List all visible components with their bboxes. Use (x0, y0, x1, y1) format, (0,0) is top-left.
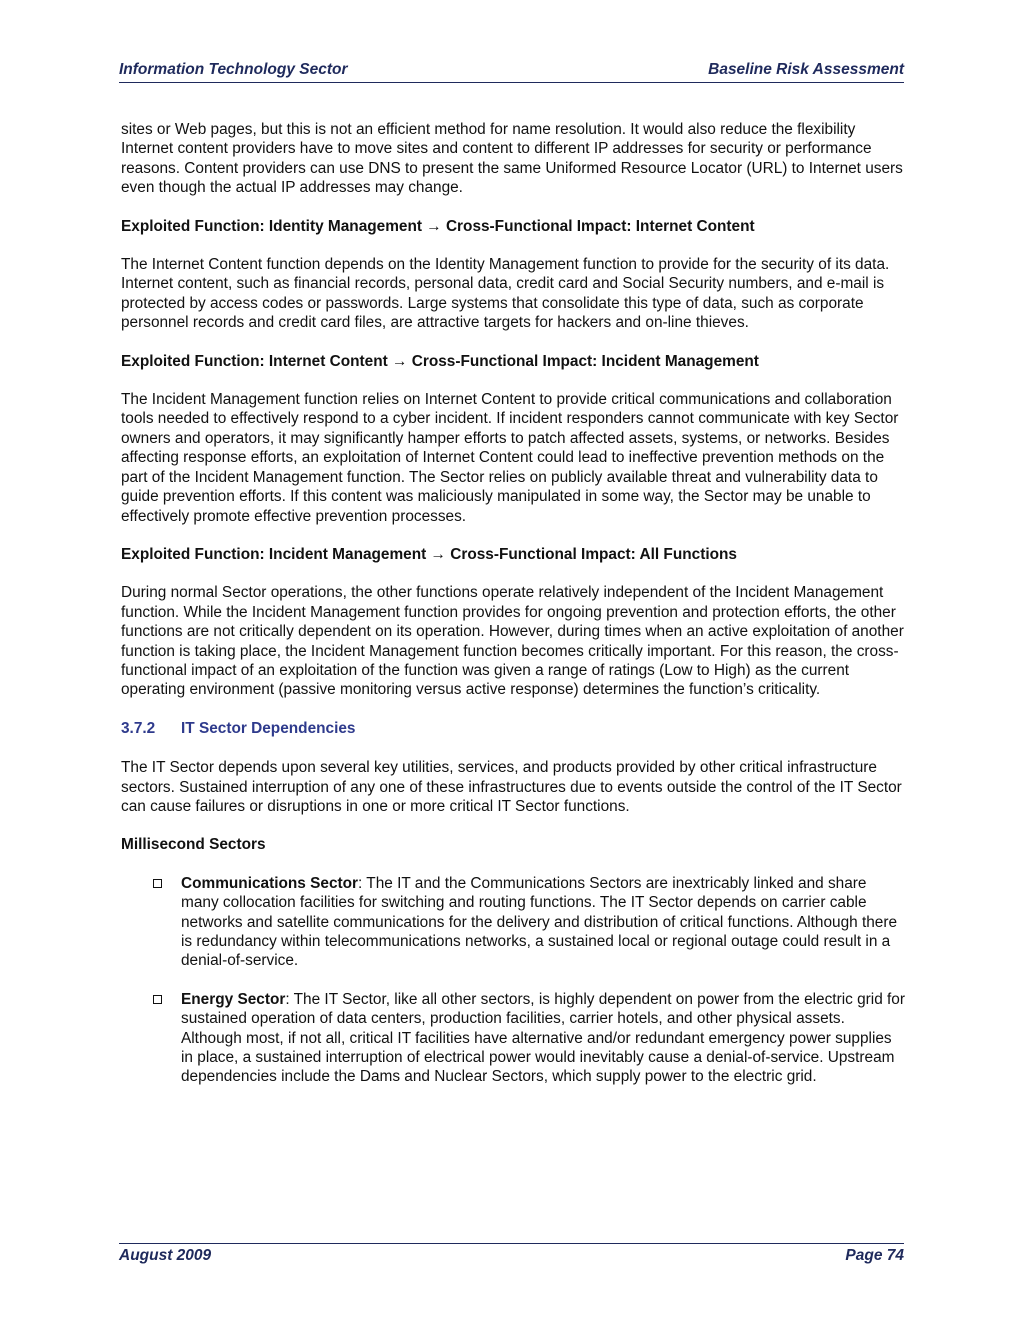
function-heading-to: Cross-Functional Impact: All Functions (450, 545, 737, 563)
page-header (119, 60, 904, 83)
footer-page-number: Page 74 (845, 1247, 904, 1264)
section-paragraph: The IT Sector depends upon several key utilities, services, and products provided by other critical infrastructure sectors. Sustained interruption of any one of these infrastructures due to events outside the control of the IT Sector can cause failures or disruptions in one or more critical IT Sector functions. (121, 759, 902, 815)
header-right-title: Baseline Risk Assessment (708, 61, 904, 78)
function-heading-2 (121, 352, 906, 371)
function-heading-from: Exploited Function: Identity Management (121, 217, 422, 235)
bullet-label: Communications Sector (181, 874, 359, 892)
bullet-item-energy (121, 990, 906, 1087)
arrow-right-icon: → (430, 545, 446, 563)
function-heading-to: Cross-Functional Impact: Internet Content (445, 217, 755, 235)
section-number: 3.7.2 (121, 719, 156, 737)
bullet-label: Energy Sector (181, 990, 286, 1008)
subheading-millisecond-sectors: Millisecond Sectors (121, 836, 266, 854)
function-heading-from: Exploited Function: Internet Content (121, 352, 388, 370)
section-title: IT Sector Dependencies (181, 719, 356, 737)
header-left-title: Information Technology Sector (119, 61, 348, 78)
function-heading-from: Exploited Function: Incident Management (121, 545, 427, 563)
footer-date: August 2009 (119, 1247, 212, 1264)
bullet-text: : The IT Sector, like all other sectors, is highly dependent on power from the electric grid for sustained operation of data centers, production facilities, carrier hotels, and other physical assets. Although most, if not all, critical IT facilities have alternative and/or redundant emergency power supplies in place, a sustained interruption of electrical power would inevitably cause a denial-of-service. Upstream dependencies include the Dams and Nuclear Sectors, which supply power to the electric grid. (181, 990, 905, 1086)
page-footer (119, 1243, 904, 1265)
intro-paragraph: sites or Web pages, but this is not an efficient method for name resolution. It would also reduce the flexibility Internet content providers have to move sites and content to different IP addresses for security or performance reasons. Content providers can use DNS to present the same Uniformed Resource Locator (URL) to Internet users even though the actual IP addresses may change. (121, 121, 903, 197)
arrow-right-icon: → (426, 217, 442, 235)
function-heading-1 (121, 217, 906, 236)
function-heading-to: Cross-Functional Impact: Incident Management (411, 352, 759, 370)
section-heading (121, 719, 906, 738)
function-heading-3 (121, 545, 906, 564)
function-paragraph-2: The Incident Management function relies on Internet Content to provide critical communications and collaboration tools needed to effectively respond to a cyber incident. If incident responders cannot communicate with key Sector owners and operators, it may significantly hamper efforts to patch affected assets, systems, or networks. Besides affecting response efforts, an exploitation of Internet Content could lead to ineffective prevention methods on the part of the Incident Management function. The Sector relies on publicly available threat and vulnerability data to guide prevention efforts. If this content was maliciously manipulated in some way, the Sector may be unable to effectively promote effective prevention processes. (121, 391, 899, 525)
function-paragraph-1: The Internet Content function depends on the Identity Management function to provide for the security of its data. Internet content, such as financial records, personal data, credit card and Social Security numbers, and e-mail is protected by access codes or passwords. Large systems that consolidate this type of data, such as corporate personnel records and credit card files, are attractive targets for hackers and on-line thieves. (121, 256, 890, 332)
bullet-text: : The IT and the Communications Sectors are inextricably linked and share many collocation facilities for switching and routing functions. The IT Sector depends on carrier cable networks and satellite communications for the delivery and distribution of critical functions. Although there is redundancy within telecommunications networks, a sustained local or regional outage could result in a denial-of-service. (181, 874, 898, 970)
checkbox-bullet-icon (153, 995, 162, 1004)
bullet-item-communications (121, 874, 906, 971)
function-paragraph-3: During normal Sector operations, the other functions operate relatively independent of the Incident Management function. While the Incident Management function provides for ongoing prevention and protection efforts, the other functions are not critically dependent on its operation. However, during times when an active exploitation of another function is taking place, the Incident Management function becomes critically important. For this reason, the cross-functional impact of an exploitation of the function was given a range of ratings (Low to High) as the current operating environment (passive monitoring versus active response) determines the function’s criticality. (121, 584, 904, 699)
page-content (121, 120, 906, 1106)
arrow-right-icon: → (392, 352, 408, 370)
checkbox-bullet-icon (153, 879, 162, 888)
